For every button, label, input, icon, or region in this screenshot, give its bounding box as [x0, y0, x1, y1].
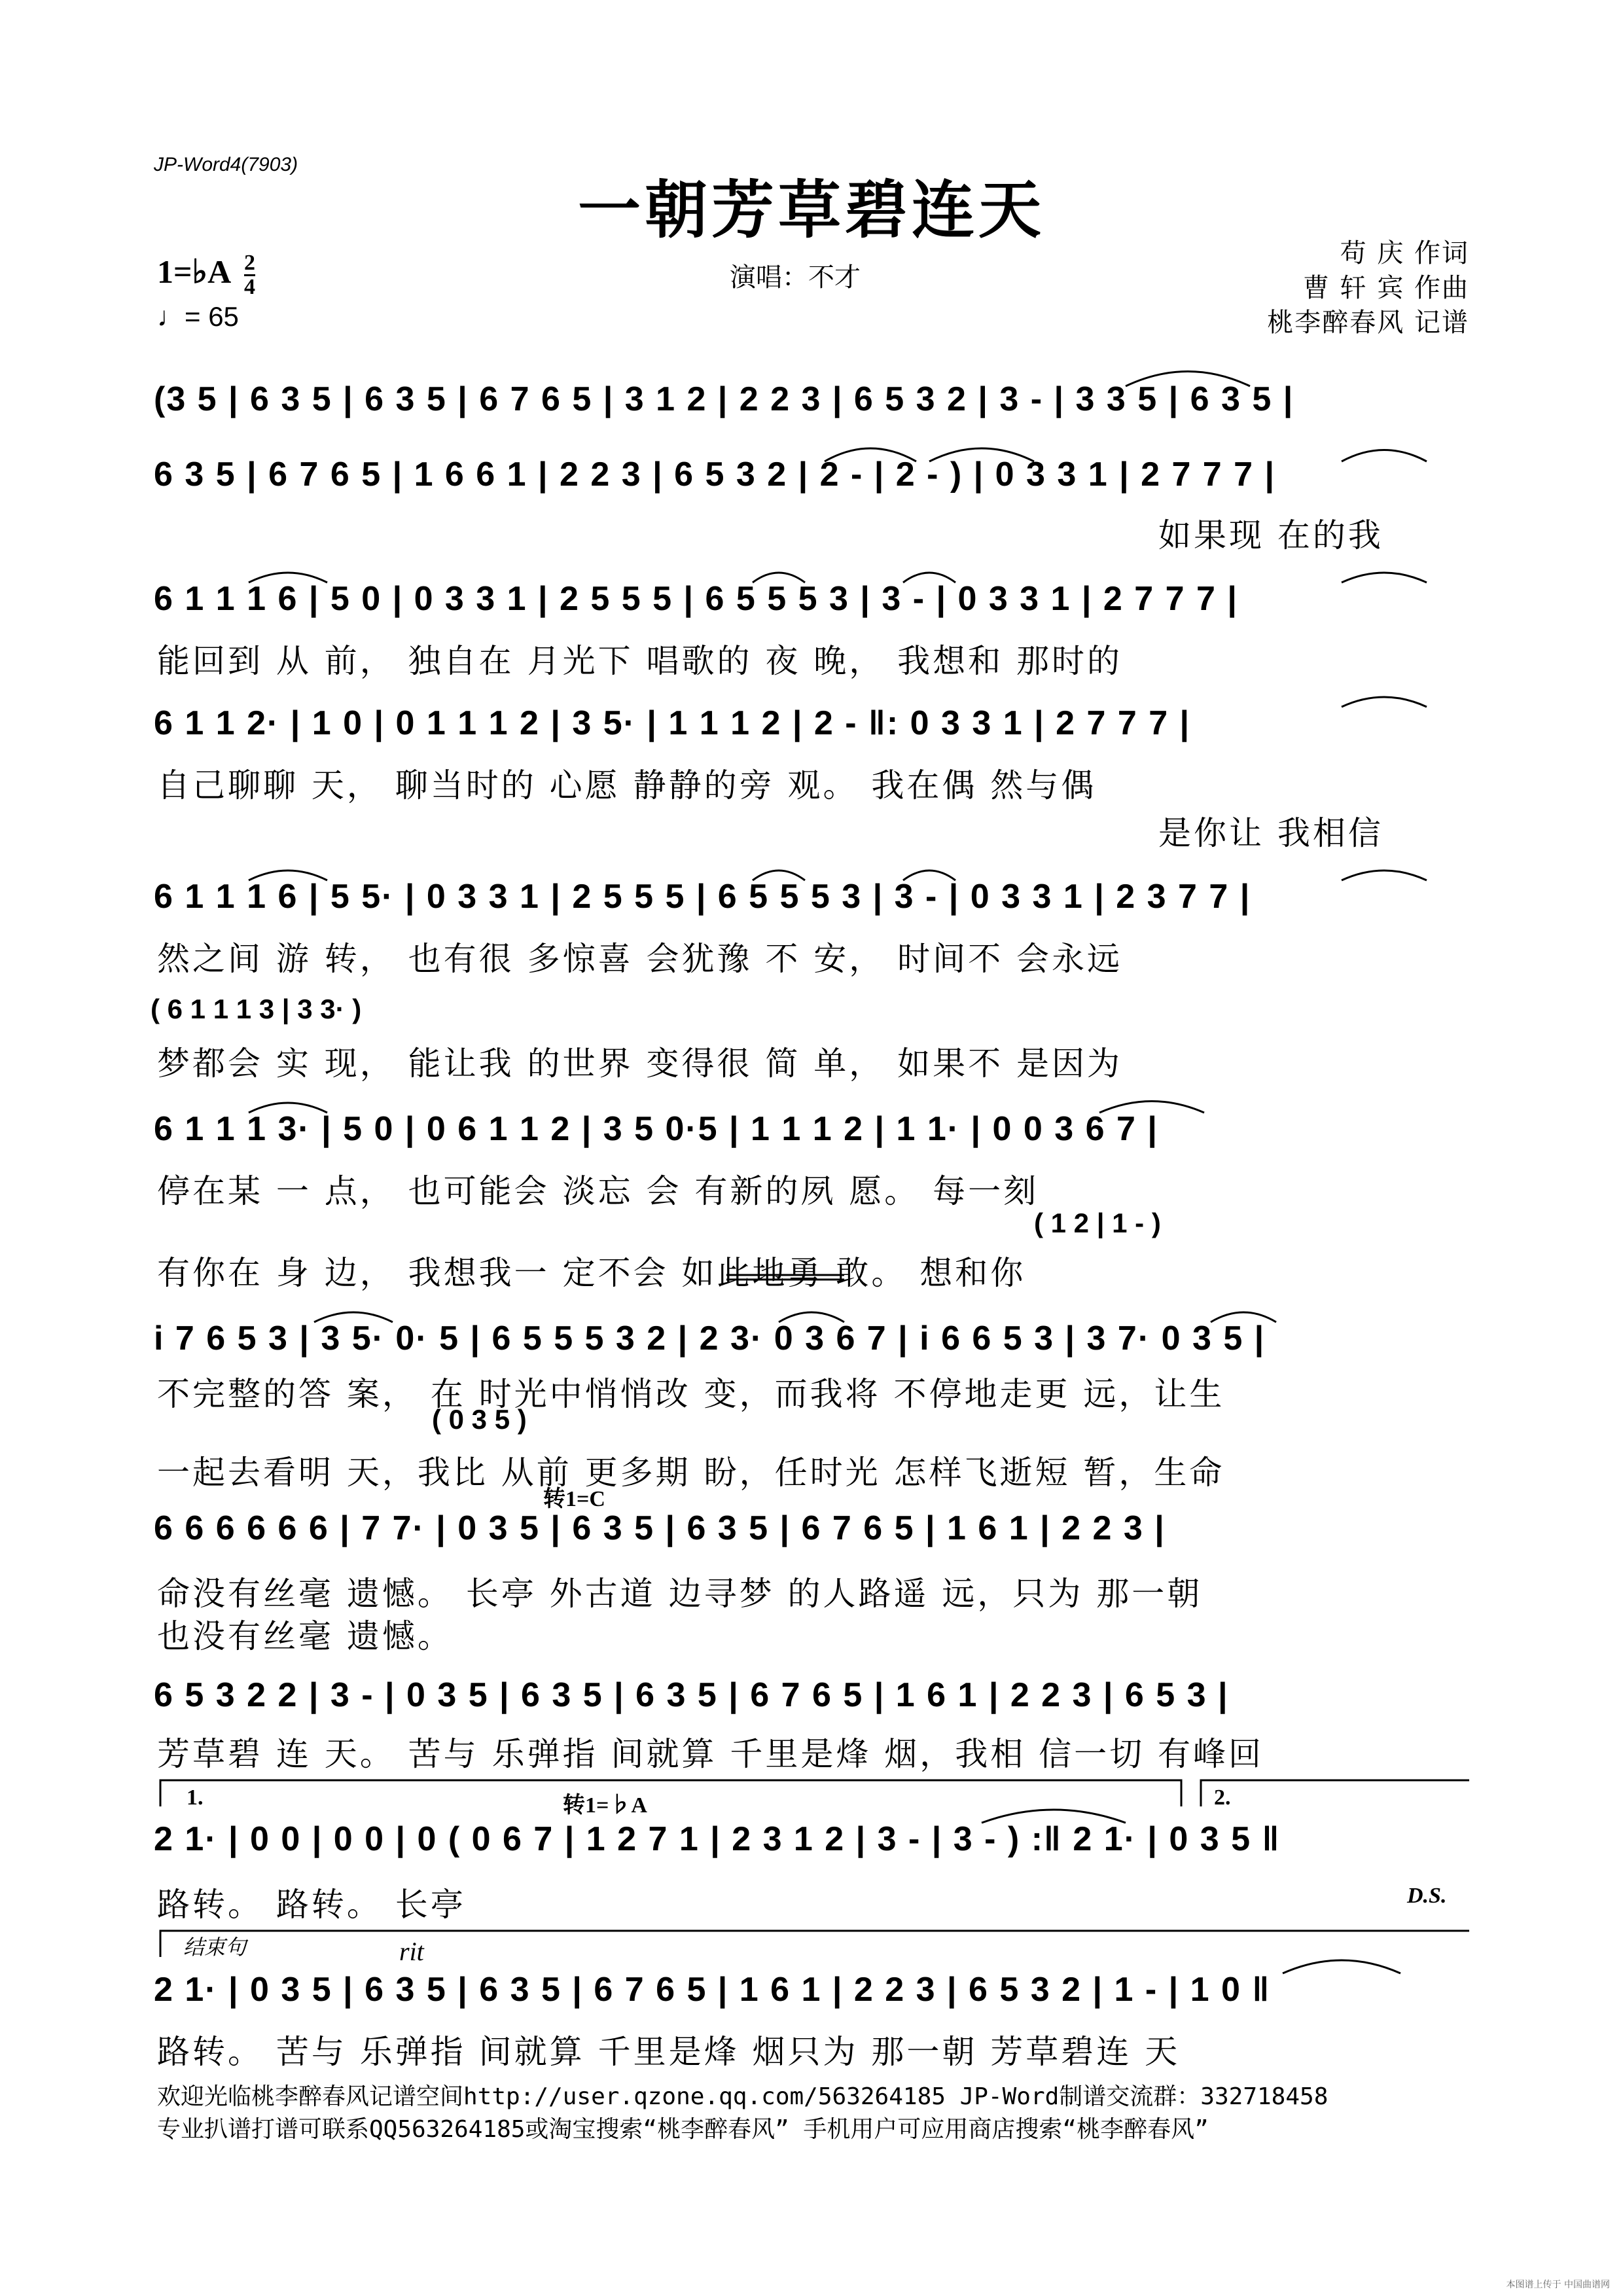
- volta-1-bracket: [160, 1780, 1181, 1806]
- alt-phrase-6: ( 1 2 | 1 - ): [1034, 1208, 1161, 1238]
- notation-line-5: 6 1 1 1 6 | 5 5· | 0 3 3 1 | 2 5 5 5 | 6 5 5 5 3 | 3 - | 0 3 3 1 | 2 3 7 7 |: [154, 878, 1251, 916]
- tie-slur: [1126, 372, 1250, 387]
- tie-slur: [1342, 870, 1427, 880]
- singer-credit: 演唱：不才: [730, 262, 861, 293]
- tie-slur: [249, 1103, 327, 1113]
- lyric-line-8a: 命没有丝毫 遗憾。 长亭 外古道 边寻梦 的人路遥 远，只为 那一朝: [157, 1575, 1203, 1613]
- volta-2-bracket: [1201, 1780, 1469, 1806]
- transcriber-credit: 桃李醉春风 记谱: [1267, 308, 1469, 338]
- coda-bracket: [160, 1931, 1469, 1957]
- tie-slur: [753, 870, 805, 880]
- lyric-line-9a: 芳草碧 连 天。 苦与 乐弹指 间就算 千里是烽 烟，我相 信一切 有峰回: [157, 1735, 1264, 1773]
- notation-line-8: 6 6 6 6 6 6 | 7 7· | 0 3 5 | 6 3 5 | 6 3 5 | 6 7 6 5 | 1 6 1 | 2 2 3 |: [154, 1509, 1166, 1547]
- lyric-line-7b: 一起去看明 天，我比 从前 更多期 盼，任时光 怎样飞逝短 暂，生命: [157, 1454, 1225, 1492]
- notation-line-3: 6 1 1 1 6 | 5 0 | 0 3 3 1 | 2 5 5 5 | 6 5 5 5 3 | 3 - | 0 3 3 1 | 2 7 7 7 |: [154, 580, 1238, 618]
- tie-slur: [1342, 697, 1427, 707]
- footer-line-1: 欢迎光临桃李醉春风记谱空间http://user.qzone.qq.com/563264185 JP-Word制谱交流群：332718458: [157, 2083, 1329, 2110]
- lyric-line-3a: 能回到 从 前， 独自在 月光下 唱歌的 夜 晚， 我想和 那时的: [157, 642, 1123, 680]
- tie-slur: [249, 573, 327, 583]
- tie-slur: [903, 573, 955, 583]
- tie-slur: [982, 1810, 1126, 1823]
- tie-slur: [1342, 450, 1427, 462]
- dal-segno-mark: D.S.: [1407, 1884, 1447, 1908]
- lyric-line-4a: 自己聊聊 天， 聊当时的 心愿 静静的旁 观。 我在偶 然与偶: [157, 766, 1097, 804]
- notation-line-4: 6 1 1 2· | 1 0 | 0 1 1 1 2 | 3 5· | 1 1 1 2 | 2 - ‖: 0 3 3 1 | 2 7 7 7 |: [154, 704, 1191, 742]
- notation-line-1: (3 5 | 6 3 5 | 6 3 5 | 6 7 6 5 | 3 1 2 | 2 2 3 | 6 5 3 2 | 3 - | 3 3 5 | 6 3 5 |: [154, 380, 1294, 418]
- volta-2-label: 2.: [1214, 1785, 1231, 1810]
- song-title: 一朝芳草碧连天: [578, 173, 1045, 247]
- alt-phrase-5: ( 6 1 1 1 3 | 3 3· ): [151, 994, 362, 1024]
- tie-slur: [753, 573, 805, 583]
- tie-slur: [903, 870, 955, 880]
- tie-slur: [1211, 1312, 1276, 1322]
- lyric-line-5a: 然之间 游 转， 也有很 多惊喜 会犹豫 不 安， 时间不 会永远: [157, 940, 1123, 978]
- tempo-marking: ♩= 65: [157, 301, 239, 332]
- lyric-line-5b: 梦都会 实 现， 能让我 的世界 变得很 简 单， 如果不 是因为: [157, 1045, 1123, 1083]
- notation-line-6: 6 1 1 1 3· | 5 0 | 0 6 1 1 2 | 3 5 0·5 | 1 1 1 2 | 1 1· | 0 0 3 6 7 |: [154, 1110, 1158, 1148]
- lyric-line-10a: 路转。 路转。 长亭: [157, 1886, 466, 1924]
- tie-slur: [1099, 1102, 1204, 1113]
- lyric-line-11a: 路转。 苦与 乐弹指 间就算 千里是烽 烟只为 那一朝 芳草碧连 天: [157, 2033, 1181, 2071]
- lyric-line-8b: 也没有丝毫 遗憾。: [157, 1617, 453, 1655]
- tie-slur: [1342, 573, 1427, 583]
- watermark: 本图谱上传于 中国曲谱网: [1506, 2280, 1610, 2290]
- ritardando-mark: rit: [399, 1937, 424, 1966]
- footer-line-2: 专业扒谱打谱可联系QQ563264185或淘宝搜索“桃李醉春风” 手机用户可应用商店搜索“桃李醉春风”: [157, 2116, 1209, 2143]
- lyricist-credit: 苟 庆 作词: [1340, 238, 1469, 268]
- notation-line-11: 2 1· | 0 3 5 | 6 3 5 | 6 3 5 | 6 7 6 5 | 1 6 1 | 2 2 3 | 6 5 3 2 | 1 - | 1 0 ‖: [154, 1971, 1271, 2009]
- tie-slur: [779, 1312, 844, 1322]
- notation-line-10: 2 1· | 0 0 | 0 0 | 0 ( 0 6 7 | 1 2 7 1 | 2 3 1 2 | 3 - | 3 - ) :‖ 2 1· | 0 3 5 ‖: [154, 1820, 1281, 1858]
- time-signature-top: 2: [243, 251, 255, 275]
- modulation-marker-1: 转1=C: [543, 1487, 605, 1511]
- lyric-line-6b: 有你在 身 边， 我想我一 定不会 如此地勇 敢。 想和你: [157, 1254, 1026, 1292]
- tie-slur: [825, 448, 916, 461]
- modulation-marker-2: 转1=♭A: [563, 1793, 647, 1818]
- lyric-line-4b: 是你让 我相信: [1158, 814, 1383, 852]
- coda-label: 结束句: [183, 1935, 247, 1960]
- notation-line-9: 6 5 3 2 2 | 3 - | 0 3 5 | 6 3 5 | 6 3 5 | 6 7 6 5 | 1 6 1 | 2 2 3 | 6 5 3 |: [154, 1676, 1229, 1714]
- tie-slur: [929, 448, 1034, 461]
- notation-line-2: 6 3 5 | 6 7 6 5 | 1 6 6 1 | 2 2 3 | 6 5 3 2 | 2 - | 2 - ) | 0 3 3 1 | 2 7 7 7 |: [154, 456, 1276, 493]
- notation-line-7: i 7 6 5 3 | 3 5· 0· 5 | 6 5 5 5 3 2 | 2 3· 0 3 6 7 | i 6 6 5 3 | 3 7· 0 3 5 |: [154, 1319, 1266, 1357]
- composer-credit: 曹 轩 宾 作曲: [1302, 273, 1469, 303]
- tie-slur: [314, 1312, 393, 1322]
- key-label: 1=♭A: [157, 253, 230, 290]
- volta-1-label: 1.: [187, 1785, 204, 1810]
- alt-phrase-7: ( 0 3 5 ): [432, 1404, 527, 1435]
- lyric-line-6a: 停在某 一 点， 也可能会 淡忘 会 有新的夙 愿。 每一刻: [157, 1172, 1039, 1210]
- tie-slur: [249, 870, 327, 880]
- lyric-line-7a: 不完整的答 案， 在 时光中悄悄改 变，而我将 不停地走更 远，让生: [157, 1375, 1225, 1413]
- lyric-line-2a: 如果现 在的我: [1158, 516, 1383, 554]
- time-signature-bottom: 4: [243, 275, 255, 299]
- software-version: JP-Word4(7903): [154, 154, 298, 175]
- tie-slur: [1283, 1960, 1400, 1973]
